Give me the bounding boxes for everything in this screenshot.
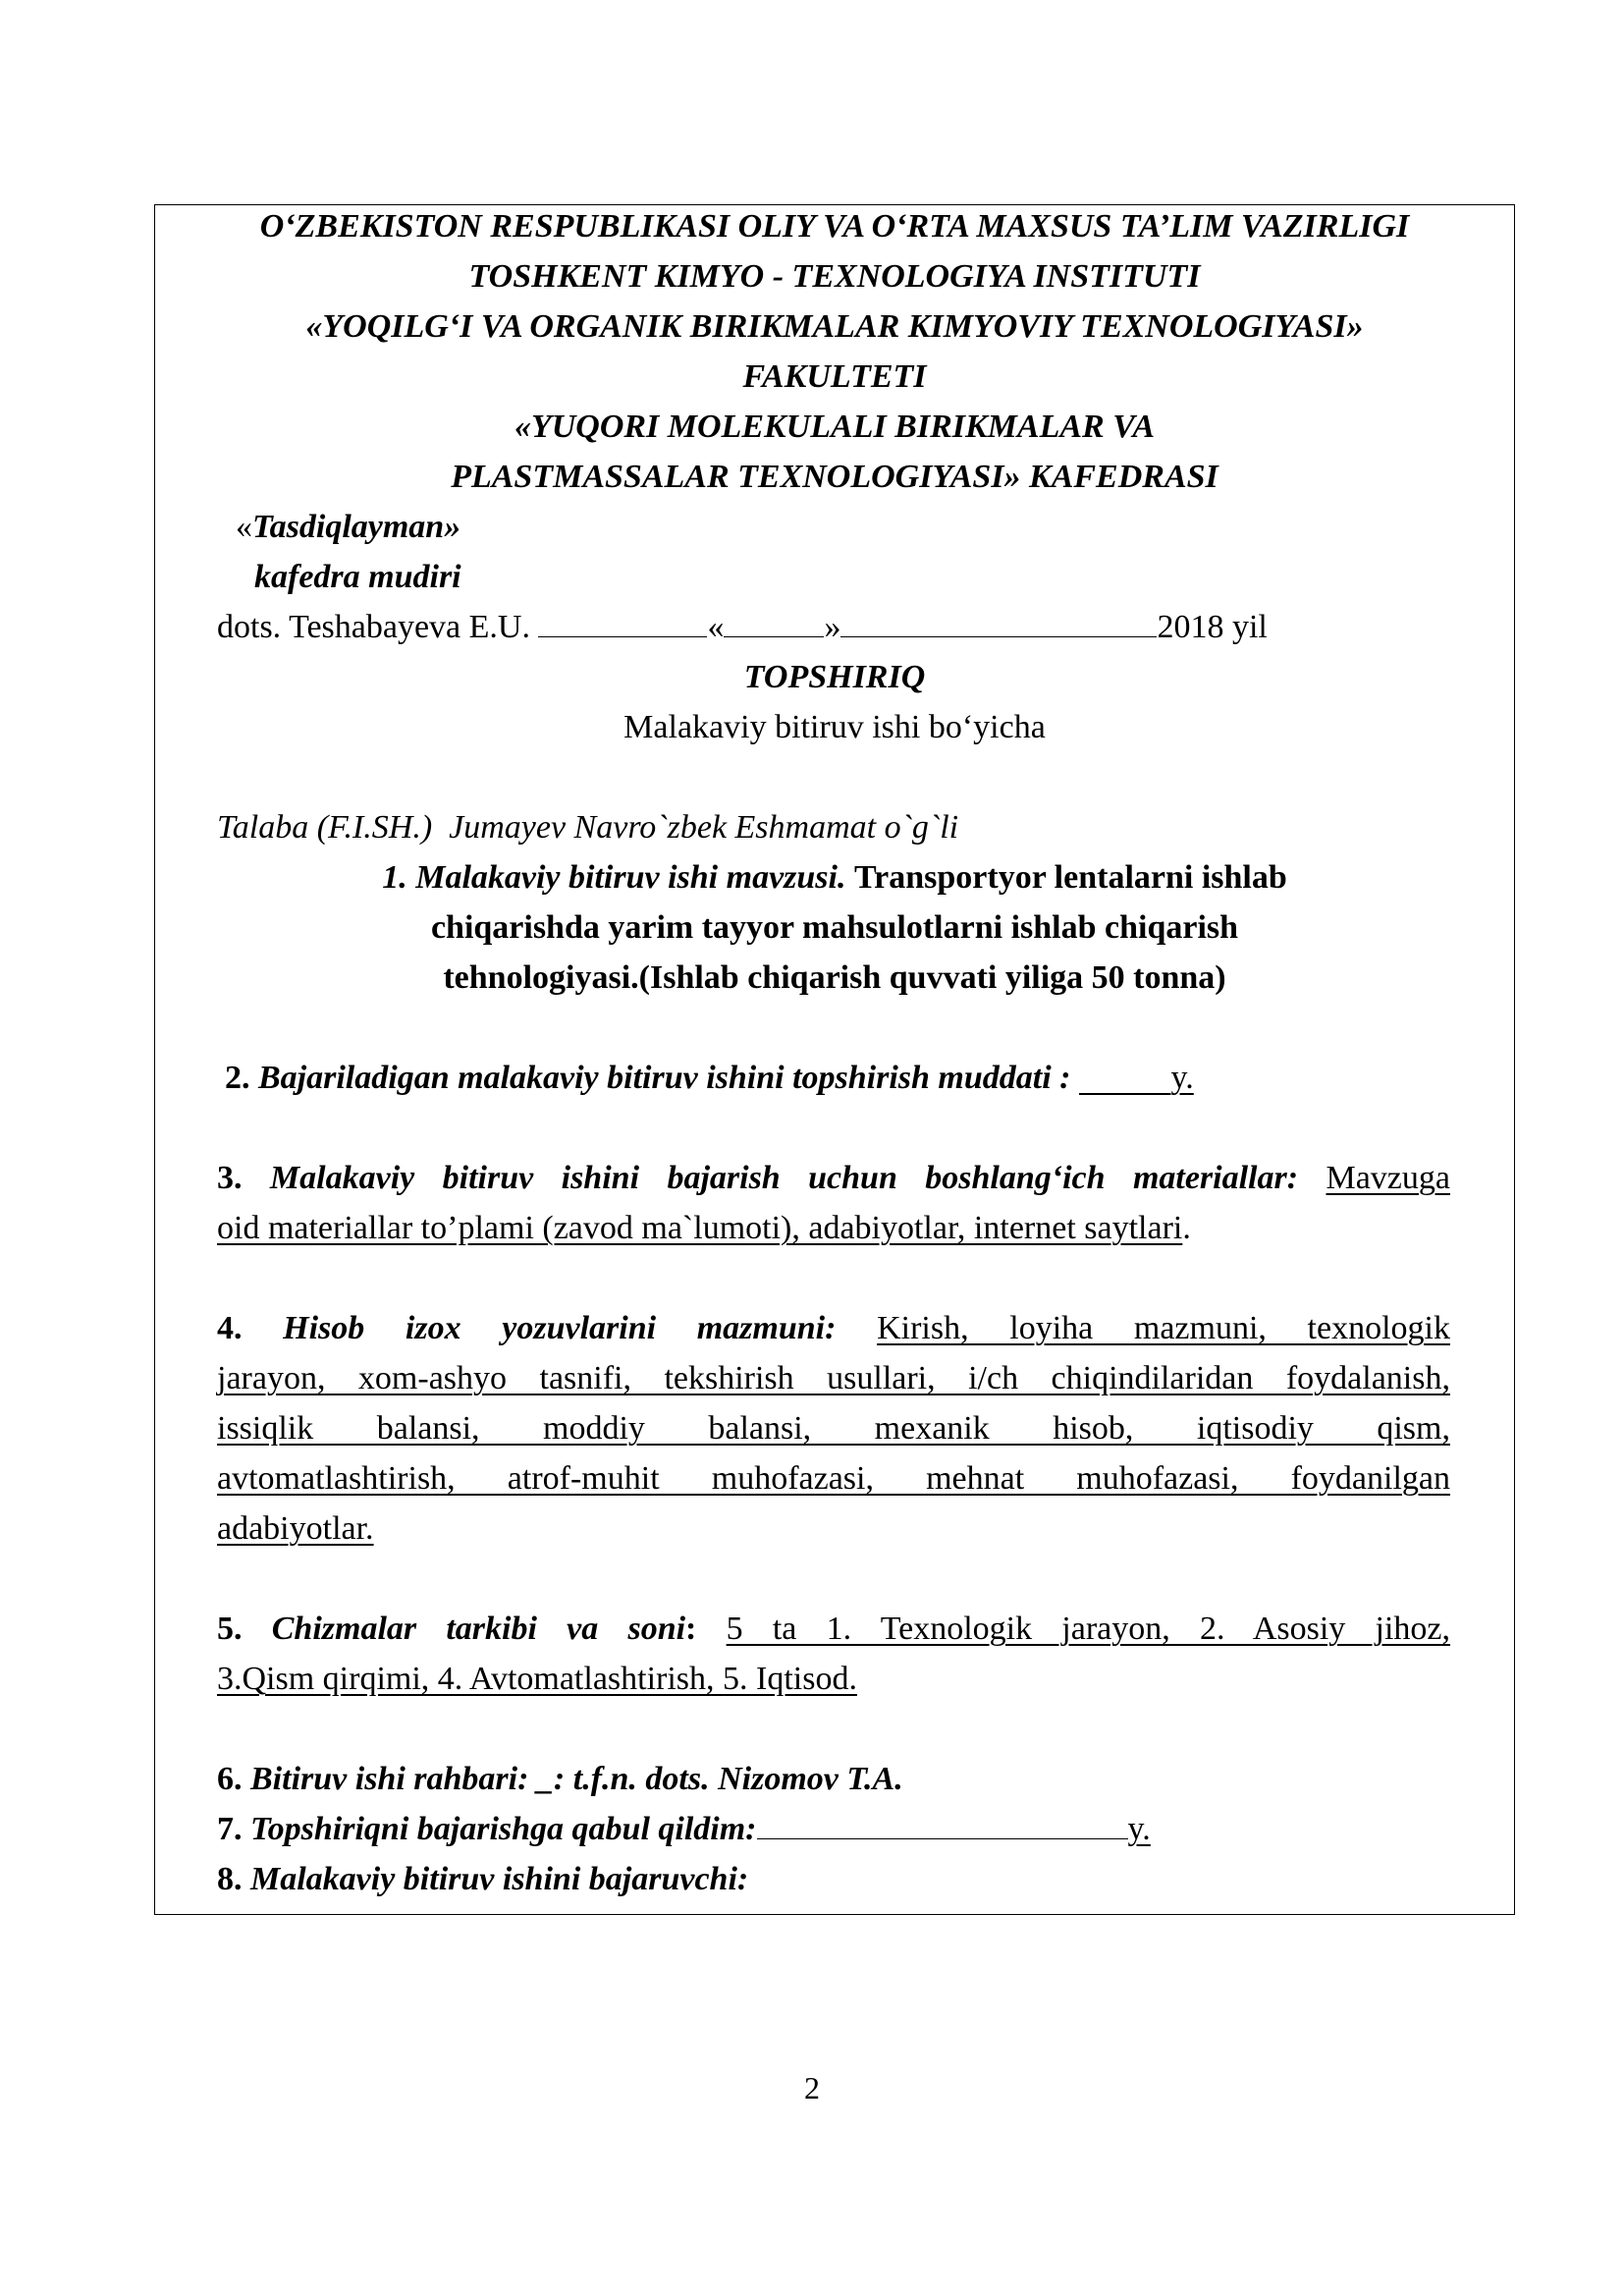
- approval-heading: «Tasdiqlayman»: [236, 509, 461, 545]
- item4-line1: 4. Hisob izox yozuvlarini mazmuni: Kirish, loyiha mazmuni, texnologik: [217, 1310, 1450, 1346]
- department-title-line1: «YUQORI MOLEKULALI BIRIKMALAR VA: [514, 409, 1156, 445]
- item6-supervisor: 6. Bitiruv ishi rahbari: _: t.f.n. dots. Nizomov T.A.: [217, 1761, 903, 1797]
- faculty-word: FAKULTETI: [742, 358, 927, 395]
- item8-executor: 8. Malakaviy bitiruv ishini bajaruvchi:: [217, 1861, 749, 1897]
- item3-line2: oid materiallar to’plami (zavod ma`lumoti), adabiyotlar, internet saytlari.: [217, 1210, 1191, 1246]
- item3-line1: 3. Malakaviy bitiruv ishini bajarish uchun boshlang‘ich materiallar: Mavzuga: [217, 1160, 1450, 1196]
- department-title-line2: PLASTMASSALAR TEXNOLOGIYASI» KAFEDRASI: [451, 459, 1218, 495]
- item5-line2: 3.Qism qirqimi, 4. Avtomatlashtirish, 5. Iqtisod.: [217, 1661, 857, 1697]
- task-subtitle: Malakaviy bitiruv ishi bo‘yicha: [623, 709, 1046, 745]
- student-name: Jumayev Navro`zbek Eshmamat o`g`li: [449, 809, 959, 846]
- ministry-title: O‘ZBEKISTON RESPUBLIKASI OLIY VA O‘RTA MAXSUS TA’LIM VAZIRLIGI: [259, 208, 1410, 245]
- item4-line4: avtomatlashtirish, atrof-muhit muhofazasi, mehnat muhofazasi, foydanilgan: [217, 1460, 1450, 1497]
- faculty-title: «YOQILG‘I VA ORGANIK BIRIKMALAR KIMYOVIY TEXNOLOGIYASI»: [305, 308, 1364, 345]
- approval-role: kafedra mudiri: [254, 559, 461, 595]
- task-title: TOPSHIRIQ: [743, 659, 926, 695]
- item4-line5: adabiyotlar.: [217, 1510, 374, 1547]
- item5-line1: 5. Chizmalar tarkibi va soni: 5 ta 1. Texnologik jarayon, 2. Asosiy jihoz,: [217, 1611, 1451, 1647]
- item4-line2: jarayon, xom-ashyo tasnifi, tekshirish usullari, i/ch chiqindilaridan foydalanish,: [217, 1360, 1450, 1396]
- institute-title: TOSHKENT KIMYO - TEXNOLOGIYA INSTITUTI: [468, 258, 1201, 295]
- student-line: [217, 803, 958, 852]
- item7-accepted: 7. Topshiriqni bajarishga qabul qildim: y.: [217, 1805, 1151, 1854]
- approver-name: dots. Teshabayeva E.U.: [217, 609, 530, 645]
- item1-line1: 1. Malakaviy bitiruv ishi mavzusi. Transportyor lentalarni ishlab: [382, 859, 1287, 896]
- page-number: 2: [804, 2070, 820, 2105]
- approval-year: 2018 yil: [1157, 609, 1268, 645]
- item1-line3: tehnologiyasi.(Ishlab chiqarish quvvati yiliga 50 tonna): [443, 959, 1226, 996]
- approval-signature-line: dots. Teshabayeva E.U. « » 2018 yil: [217, 603, 1268, 652]
- item4-line3: issiqlik balansi, moddiy balansi, mexanik hisob, iqtisodiy qism,: [217, 1410, 1450, 1447]
- student-label: Talaba (F.I.SH.): [217, 809, 433, 846]
- item2-deadline: 2. Bajariladigan malakaviy bitiruv ishini topshirish muddati : y.: [225, 1060, 1194, 1096]
- item1-line2: chiqarishda yarim tayyor mahsulotlarni ishlab chiqarish: [430, 909, 1239, 946]
